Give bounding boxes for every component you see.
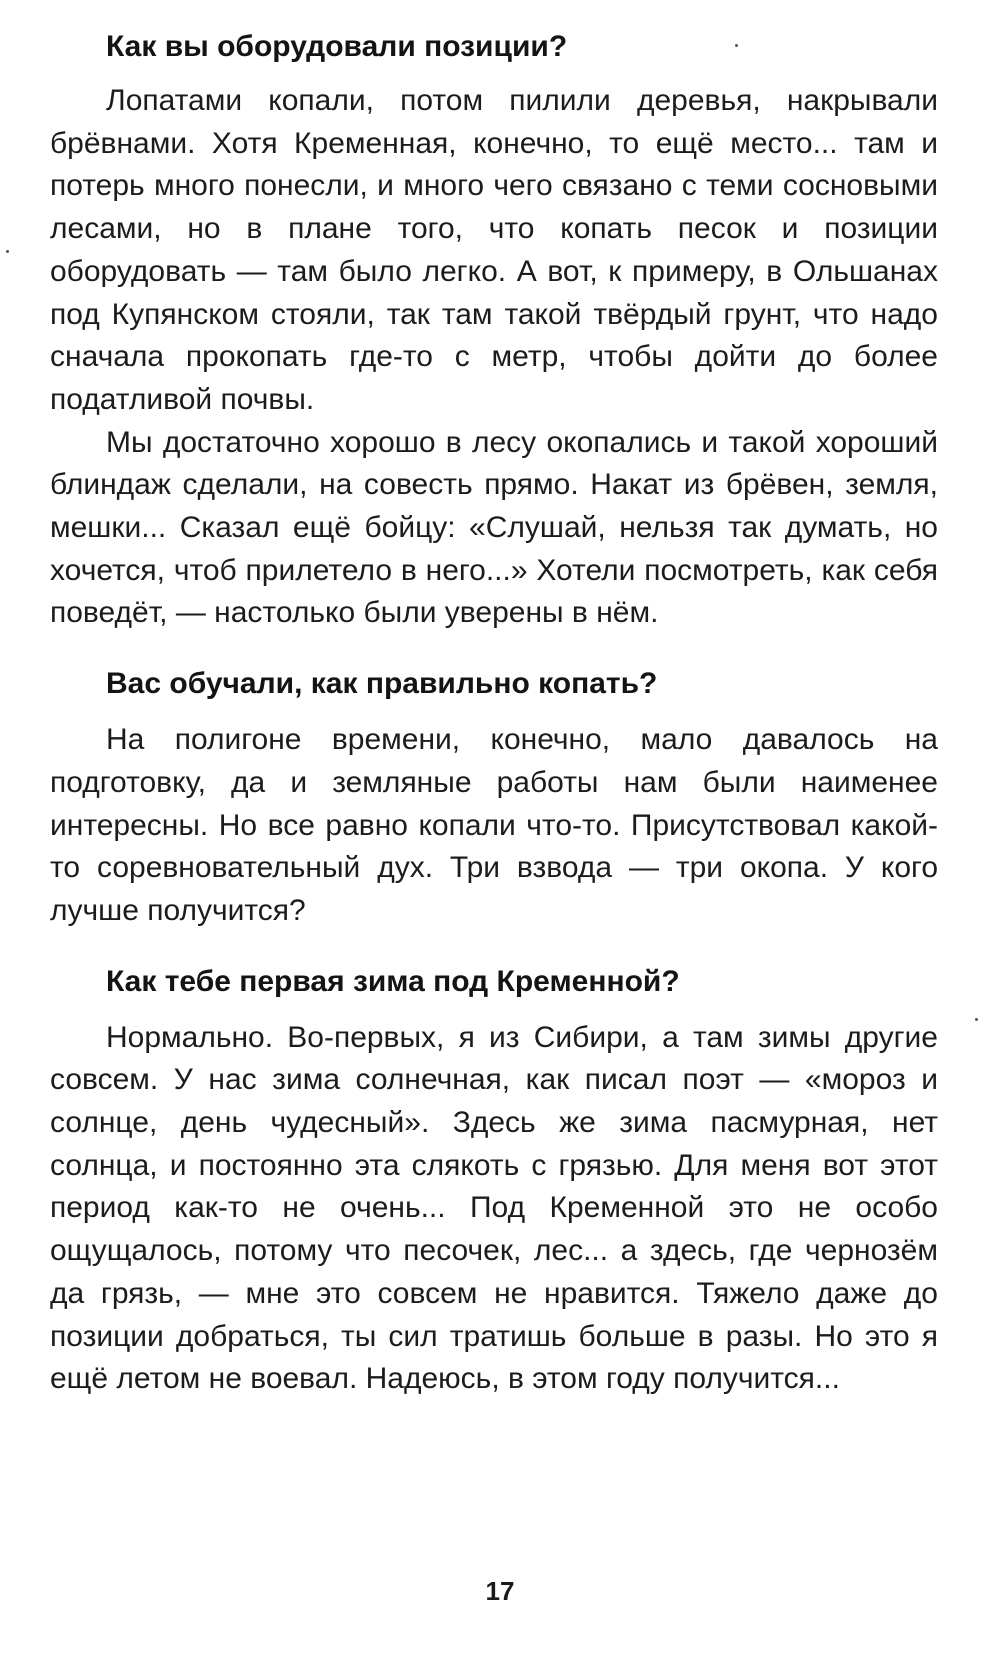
scan-speck [735, 44, 738, 47]
answer-paragraph: Нормально. Во-первых, я из Сибири, а там зимы другие совсем. У нас зима солнечная, как писал поэт — «мороз и солнце, день чудесный». Здесь же зима пасмурная, нет солнца, и постоянно эта слякоть с грязью. Для меня вот этот период как-то не очень... Под Кременной это не особо ощущалось, потому что песочек, лес... а здесь, где чернозём да грязь, — мне это совсем не нравится. Тяжело даже до позиции добраться, ты сил тратишь больше в разы. Но это я ещё летом не воевал. Надеюсь, в этом году получится... [50, 1020, 938, 1396]
answer-paragraph: На полигоне времени, конечно, мало давалось на подготовку, да и земляные работы нам были наименее интересны. Но все равно копали что-то. Присутствовал какой-то соревновательный дух. Три взвода — три окопа. У кого лучше получится? [50, 723, 938, 927]
question-heading: Как вы оборудовали позиции? [106, 30, 568, 63]
answer-paragraph: Мы достаточно хорошо в лесу окопались и такой хороший блиндаж сделали, на совесть прямо. Накат из брёвен, земля, мешки... Сказал ещё бойцу: «Слушай, нельзя так думать, но хочется, чтоб прилетело в него...» Хотели посмотреть, как себя поведёт, — настолько были уверены в нём. [50, 425, 938, 630]
question-heading: Как тебе первая зима под Кременной? [106, 964, 680, 998]
scan-speck [975, 1018, 978, 1021]
text-column [50, 22, 938, 1401]
page-number: 17 [485, 1576, 515, 1606]
scan-speck [6, 250, 9, 253]
answer-paragraph: Лопатами копали, потом пилили деревья, накрывали брёвнами. Хотя Кременная, конечно, то ещё место... там и потерь много понесли, и много чего связано с теми сосновыми лесами, но в плане того, что копать песок и позиции оборудовать — там было легко. А вот, к примеру, в Ольшанах под Купянском стояли, так там такой твёрдый грунт, что надо сначала прокопать где-то с метр, чтобы дойти до более податливой почвы. [50, 84, 938, 416]
question-heading: Вас обучали, как правильно копать? [106, 667, 658, 701]
